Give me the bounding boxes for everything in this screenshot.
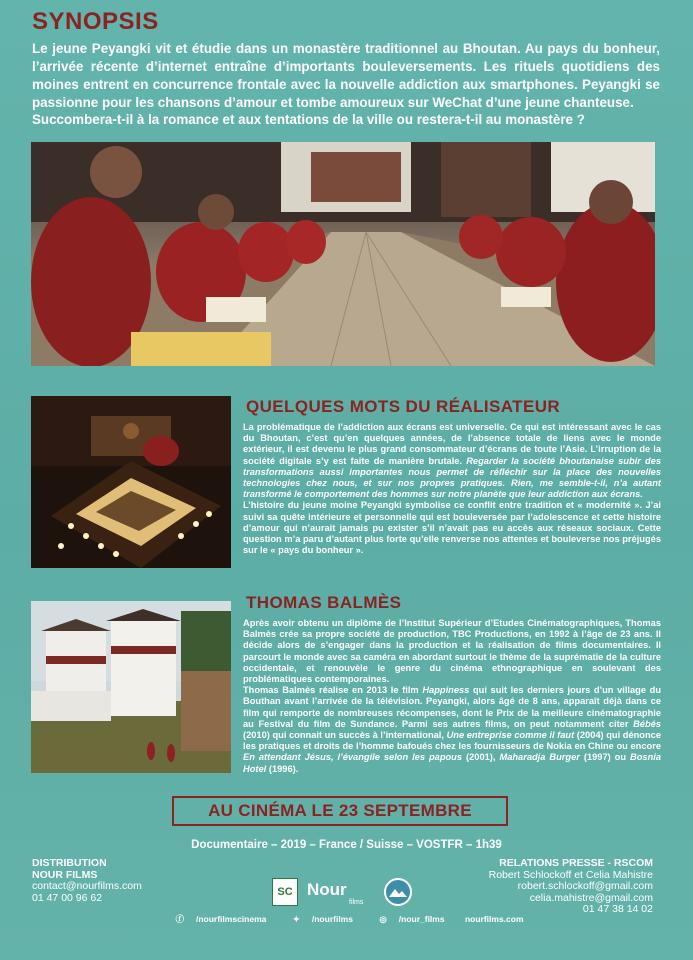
distribution-phone: 01 47 00 96 62 [32,891,103,904]
balmes-title: THOMAS BALMÈS [246,593,402,612]
press-block [489,858,653,916]
twitter-icon: ✦ [292,914,300,924]
logos [272,876,422,910]
release-date-banner: AU CINÉMA LE 23 SEPTEMBRE [172,796,508,826]
mountain-icon [386,880,410,904]
distribution-email[interactable]: contact@nourfilms.com [32,880,142,892]
distribution-title: DISTRIBUTION [32,857,107,869]
press-title: RELATIONS PRESSE - RSCOM [499,857,653,869]
balmes-text [243,618,661,775]
circle-logo [384,878,412,906]
distribution-block [32,858,142,904]
facebook-link[interactable]: ⓕ /nourfilmscinema [175,914,267,924]
press-names: Robert Schlockoff et Celia Mahistre [488,868,653,881]
realisateur-title: QUELQUES MOTS DU RÉALISATEUR [246,397,561,416]
sc-logo: SC [272,878,298,906]
press-email-2[interactable]: celia.mahistre@gmail.com [529,891,653,904]
butter-lamps-photo [31,396,231,568]
press-phone: 01 47 38 14 02 [582,903,653,915]
synopsis-paragraph: Le jeune Peyangki vit et étudie dans un monastère traditionnel au Bhoutan. Au pays du bonheur, l’arrivée récente d’internet entraîne d’importants bouleversements. Les rituels quotidiens des moines entrent en concurrence frontale avec la nouvelle addiction aux smartphones. Peyangki se passionne pour les chansons d’amour et tombe amoureux sur WeChat d’une jeune chanteuse. [32,41,660,110]
nour-films-logo: Nour films [307,880,364,906]
distribution-company: NOUR FILMS [32,868,98,881]
social-links [0,913,693,925]
instagram-icon: ◎ [379,914,387,924]
synopsis-title: SYNOPSIS [32,8,159,35]
facebook-icon: ⓕ [175,914,184,924]
film-meta: Documentaire – 2019 – France / Suisse – VOSTFR – 1h39 [191,839,502,851]
website-link[interactable]: nourfilms.com [464,914,524,924]
balmes-paragraph-1: Après avoir obtenu un diplôme de l’Institut Supérieur d’Etudes Cinématographiques, Thomas Balmès crée sa propre société de production, TBC Productions, en 1992 à l’âge de 23 ans. Il décide alors de s’engager dans la production et la réalisation de films documentaires. Il parcourt le monde avec sa caméra en abordant surtout le thème de la suprématie de la culture occidentale, et renouvèle le genre du cinéma ethnographique en soulevant des problématiques contemporaines. [243,618,661,685]
dzong-photo [31,601,231,773]
monks-reading-photo [31,142,655,366]
twitter-link[interactable]: ✦ /nourfilms [292,914,353,924]
realisateur-paragraph-1: La problématique de l’addiction aux écrans est universelle. Ce qui est intéressant avec le cas du Bhoutan, c’est qu’en quelques années, de l’absence totale de liens avec le monde extérieur, il est devenu le plus grand consommateur d’écrans de toute l’Asie. L’irruption de la société digitale s’y est faite de manière brutale. Regarder la société bhoutanaise subir des transformations aussi importantes nous permet de réfléchir sur la place des nouvelles technologies chez nous, et sur nos propres pratiques. Rien, me semble-t-il, n’a autant transformé le comportement des hommes sur notre planète que leur addiction aux écrans. [243,422,661,500]
balmes-paragraph-2: Thomas Balmès réalise en 2013 le film Happiness qui suit les derniers jours d’un village du Bouthan avant l’arrivée de la télévision. Peyangki, alors âgé de 8 ans, apparaît déjà dans ce film qui remporte de nombreuses récompenses, dont le Prix de la meilleure cinématographie au Festival du film de Sundance. Parmi ses autres films, on peut notamment citer Bébés (2010) qui connait un succès à l’international, Une entreprise comme il faut (2004) qui dénonce les pratiques et droits de l’homme bafoués chez les fournisseurs de Nokia en Chine ou encore En attendant Jésus, l’évangile selon les papous (2001), Maharadja Burger (1997) ou Bosnia Hotel (1996). [243,685,662,774]
realisateur-paragraph-2: L’histoire du jeune moine Peyangki symbolise ce conflit entre tradition et « modernité ». J’ai suivi sa quête intérieure et personnelle qui est bouleversée par l’adolescence et cette histoire d’amour qui n’aurait jamais pu exister s’il n’avait pas eu accès aux réseaux sociaux. Cette question m’a paru d’autant plus forte qu’elle renverse nos attentes et bouleverse nos préjugés sur le « pays du bonheur ». [243,500,661,556]
synopsis-question: Succombera-t-il à la romance et aux tentations de la ville ou restera-t-il au monastère ? [32,112,585,127]
realisateur-text [243,422,661,556]
instagram-link[interactable]: ◎ /nour_films [379,914,445,924]
press-email-1[interactable]: robert.schlockoff@gmail.com [517,880,653,892]
